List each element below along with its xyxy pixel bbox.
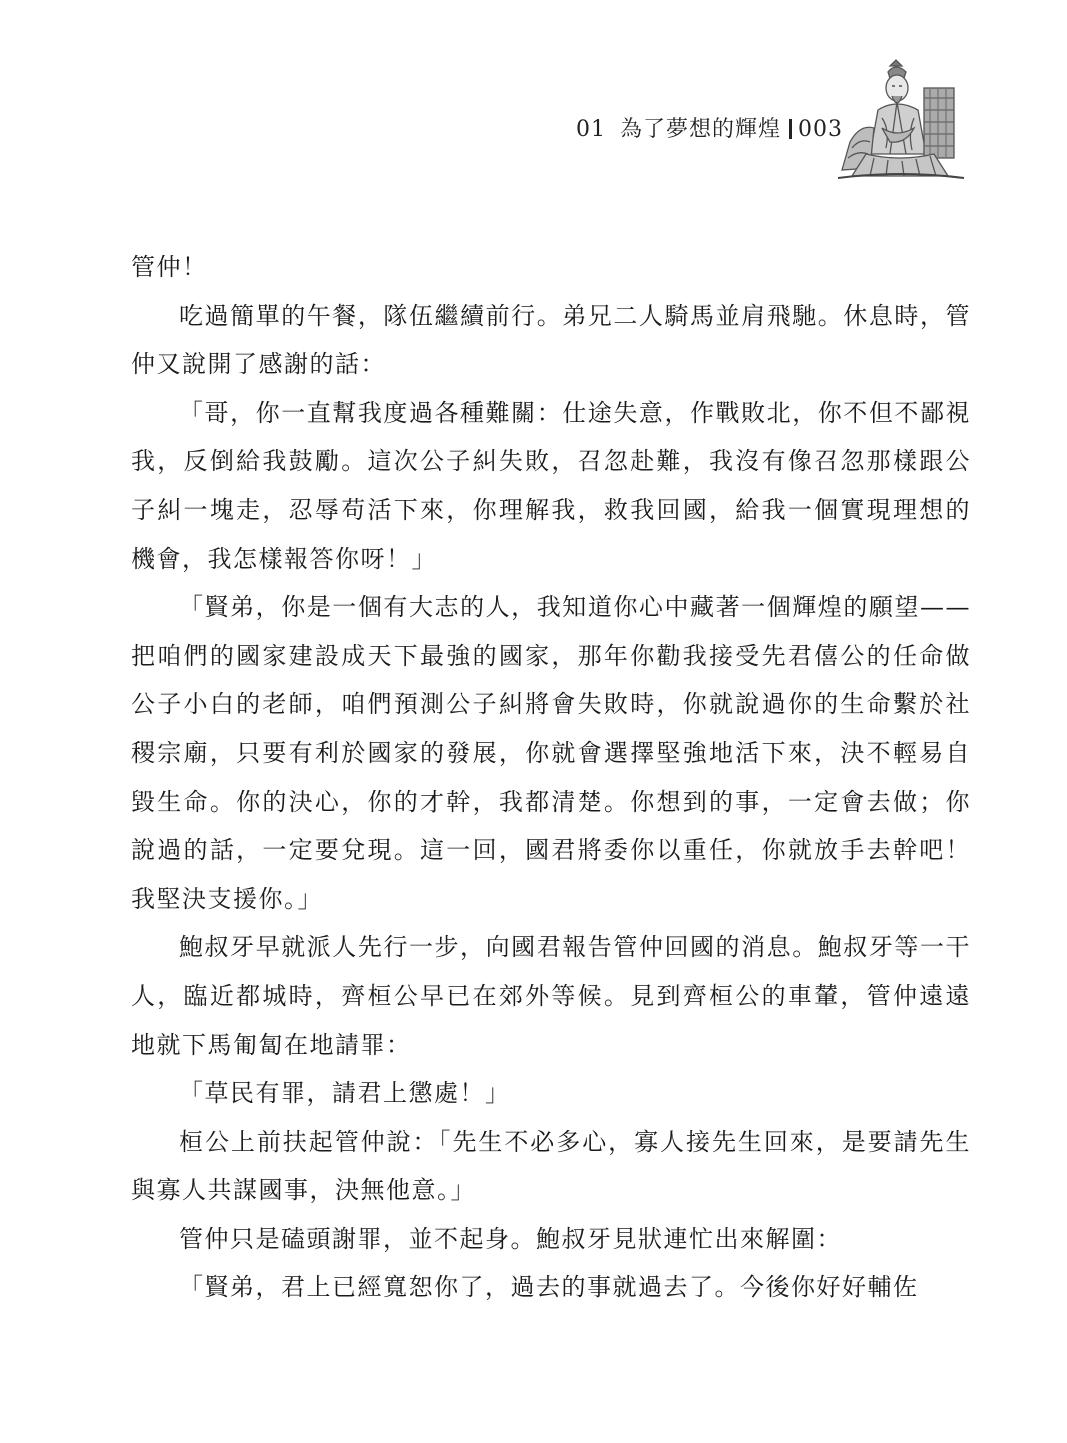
paragraph: 鮑叔牙早就派人先行一步，向國君報告管仲回國的消息。鮑叔牙等一干人，臨近都城時，齊桓公早已在郊外等候。見到齊桓公的車輦，管仲遠遠地就下馬匍匐在地請罪： <box>131 933 971 1059</box>
page-header <box>0 0 1067 200</box>
paragraph: 桓公上前扶起管仲說：「先生不必多心，寡人接先生回來，是要請先生與寡人共謀國事，決無他意。」 <box>131 1127 971 1205</box>
paragraph: 吃過簡單的午餐，隊伍繼續前行。弟兄二人騎馬並肩飛馳。休息時，管仲又說開了感謝的話： <box>131 301 971 379</box>
page-number: 003 <box>798 117 843 142</box>
chapter-title: 為了夢想的輝煌 <box>619 117 781 142</box>
body-text <box>131 243 971 1312</box>
paragraph: 管仲只是磕頭謝罪，並不起身。鮑叔牙見狀連忙出來解圍： <box>179 1224 842 1253</box>
paragraph: 「賢弟，你是一個有大志的人，我知道你心中藏著一個輝煌的願望——把咱們的國家建設成天下最強的國家，那年你勸我接受先君僖公的任命做公子小白的老師，咱們預測公子糾將會失敗時，你就說過你的生命繫於社稷宗廟，只要有利於國家的發展，你就會選擇堅強地活下來，決不輕易自毀生命。你的決心，你的才幹，我都清楚。你想到的事，一定會去做；你說過的話，一定要兌現。這一回，國君將委你以重任，你就放手去幹吧！我堅決支援你。」 <box>131 593 971 913</box>
paragraph: 「賢弟，君上已經寬恕你了，過去的事就過去了。今後你好好輔佐 <box>179 1273 919 1302</box>
paragraph: 管仲！ <box>131 253 208 281</box>
chapter-number: 01 <box>575 117 606 142</box>
paragraph: 「草民有罪，請君上懲處！」 <box>179 1079 511 1108</box>
paragraph: 「哥，你一直幫我度過各種難關：仕途失意，作戰敗北，你不但不鄙視我，反倒給我鼓勵。這次公子糾失敗，召忽赴難，我沒有像召忽那樣跟公子糾一塊走，忍辱苟活下來，你理解我，救我回國，給我一個實現理想的機會，我怎樣報答你呀！」 <box>131 398 971 573</box>
portrait-illustration-icon <box>830 58 970 182</box>
running-head <box>576 116 843 144</box>
header-separator <box>789 119 792 139</box>
